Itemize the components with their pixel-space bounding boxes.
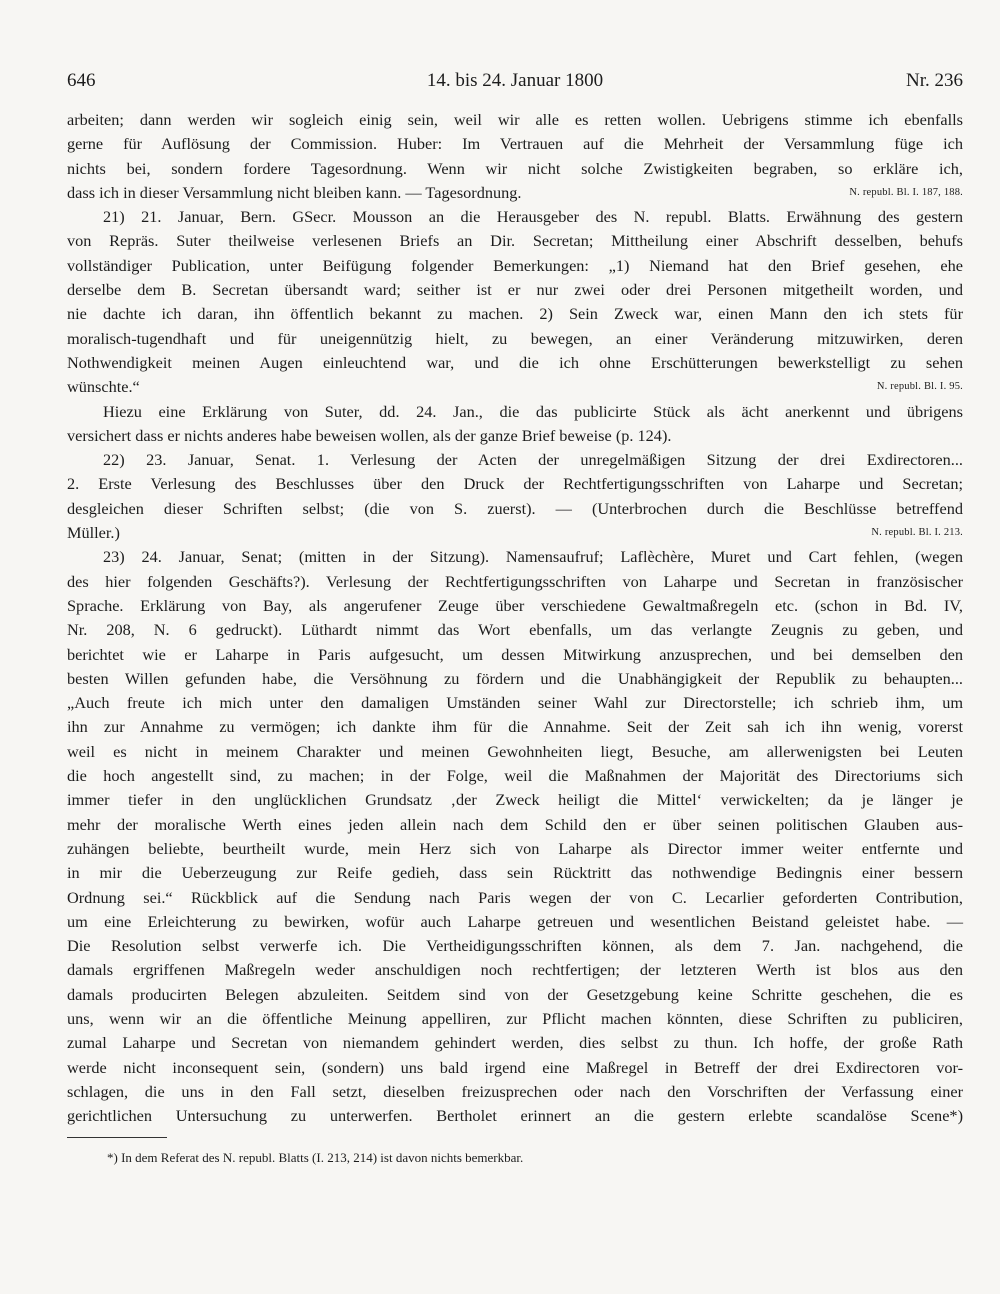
line-text: besten Willen gefunden habe, die Versöhnung zu fördern und die Unabhängigkeit der Republik zu behaupten... <box>67 668 963 688</box>
text-line <box>67 181 963 205</box>
text-line <box>67 618 963 642</box>
line-text: werde nicht inconsequent sein, (sondern) uns bald irgend eine Maßregel in Betreff der drei Exdirectoren vor- <box>67 1057 963 1077</box>
line-text: 23) 24. Januar, Senat; (mitten in der Sitzung). Namensaufruf; Laflèchère, Muret und Cart fehlen, (wegen <box>103 547 963 567</box>
line-text: Müller.) <box>67 523 120 543</box>
line-text: mehr der moralische Werth eines jeden allein nach dem Schild den er über seinen politischen Glauben aus- <box>67 814 963 834</box>
page-number: 646 <box>67 70 96 91</box>
line-text: zumal Laharpe und Secretan von niemandem gehindert werden, dies selbst zu thun. Ich hoffe, der große Rath <box>67 1033 963 1053</box>
text-line <box>67 764 963 788</box>
footnote: *) In dem Referat des N. republ. Blatts (I. 213, 214) ist davon nichts bemerkbar. <box>107 1150 524 1165</box>
text-line <box>67 400 963 424</box>
document-page <box>67 0 963 1294</box>
text-line <box>67 667 963 691</box>
text-line <box>67 788 963 812</box>
text-line <box>67 740 963 764</box>
line-text: uns, wenn wir an die öffentliche Meinung appelliren, zur Pflicht machen könnten, diese Schriften zu publiciren, <box>67 1008 963 1028</box>
text-line <box>67 424 963 448</box>
line-text: derselbe dem B. Secretan übersandt ward; seither ist er nur zwei oder drei Personen mitgetheilt worden, und <box>67 280 963 300</box>
line-text: nichts bei, sondern fordere Tagesordnung. Wenn wir nicht solche Zwistigkeiten begraben, so erkläre ich, <box>67 158 963 178</box>
source-reference: N. republ. Bl. I. 187, 188. <box>849 186 963 198</box>
text-line <box>67 837 963 861</box>
line-text: 22) 23. Januar, Senat. 1. Verlesung der Acten der unregelmäßigen Sitzung der drei Exdirectoren... <box>103 450 963 470</box>
text-line <box>67 521 963 545</box>
line-text: weil es nicht in meinem Charakter und meinen Gewohnheiten liegt, Besuche, am allerwenigsten bei Leuten <box>67 741 963 761</box>
text-line <box>67 375 963 399</box>
line-text: zuhängen beliebte, beurtheilt wurde, mein Herz sich von Laharpe als Director immer weiter entfernte und <box>67 838 963 858</box>
line-text: Hiezu eine Erklärung von Suter, dd. 24. Jan., die das publicirte Stück als ächt anerkennt und übrigens <box>103 401 963 421</box>
line-text: damals producirten Belegen abzuleiten. Seitdem sind von der Gesetzgebung keine Schritte geschehen, die es <box>67 984 963 1004</box>
text-line <box>67 157 963 181</box>
running-title: 14. bis 24. Januar 1800 <box>426 70 604 91</box>
line-text: Sprache. Erklärung von Bay, als angerufener Zeuge über verschiedene Gewaltmaßregeln etc. (schon in Bd. IV, <box>67 595 963 615</box>
line-text: gerne für Auflösung der Commission. Huber: Im Vertrauen auf die Mehrheit der Versammlung füge ich <box>67 134 963 154</box>
text-line <box>67 302 963 326</box>
line-text: Ordnung sei.“ Rückblick auf die Sendung nach Paris wegen der von C. Lecarlier geforderten Contribution, <box>67 887 963 907</box>
line-text: versichert dass er nichts anderes habe beweisen wollen, als der ganze Brief beweise (p. 124). <box>67 425 672 445</box>
text-line <box>67 205 963 229</box>
line-text: in mir die Ueberzeugung zur Reife gedieh, dass sein Rücktritt das nothwendige Bedingnis einer bessern <box>67 863 963 883</box>
text-line <box>67 983 963 1007</box>
text-line <box>67 570 963 594</box>
text-line <box>67 1104 963 1128</box>
text-line <box>67 813 963 837</box>
line-text: 21) 21. Januar, Bern. GSecr. Mousson an die Herausgeber des N. republ. Blatts. Erwähnung des gestern <box>103 207 963 227</box>
line-text: wünschte.“ <box>67 377 140 397</box>
text-line <box>67 472 963 496</box>
text-line <box>67 1031 963 1055</box>
text-line <box>67 861 963 885</box>
text-line <box>67 327 963 351</box>
line-text: des hier folgenden Geschäfts?). Verlesung der Rechtfertigungsschriften von Laharpe und Secretan in französischer <box>67 571 963 591</box>
text-line <box>67 497 963 521</box>
text-line <box>67 1007 963 1031</box>
text-line <box>67 108 963 132</box>
line-text: desgleichen dieser Schriften selbst; (die von S. zuerst). — (Unterbrochen durch die Beschlüsse betreffend <box>67 498 963 518</box>
source-reference: N. republ. Bl. I. 95. <box>876 381 963 393</box>
line-text: arbeiten; dann werden wir sogleich einig sein, weil wir alle es retten wollen. Uebrigens stimme ich ebenfalls <box>67 110 963 129</box>
text-line <box>67 643 963 667</box>
line-text: dass ich in dieser Versammlung nicht bleiben kann. — Tagesordnung. <box>67 182 522 202</box>
line-text: Nothwendigkeit meinen Augen einleuchtend war, und die ich ohne Erschütterungen bewerkstelligt zu sehen <box>67 352 963 372</box>
text-line <box>67 1080 963 1104</box>
line-text: die hoch angestellt sind, zu machen; in der Folge, weil die Maßnahmen der Majorität des Directoriums sich <box>67 766 963 786</box>
page-header <box>67 70 963 98</box>
text-line <box>67 254 963 278</box>
footnote-rule <box>67 1137 167 1138</box>
body-text <box>67 108 963 1128</box>
line-text: damals ergriffenen Maßregeln weder anschuldigen noch rechtfertigen; der letzteren Werth ist blos aus den <box>67 960 963 980</box>
text-line <box>67 886 963 910</box>
text-line <box>67 448 963 472</box>
text-line <box>67 229 963 253</box>
line-text: um eine Erleichterung zu bewirken, wofür auch Laharpe getreuen und wesentlichen Beistand geleistet habe. — <box>67 911 963 931</box>
line-text: ihn zur Annahme zu vermögen; ich dankte ihm für die Annahme. Seit der Zeit sah ich ihn wenig, vorerst <box>67 717 963 737</box>
line-text: nie dachte ich daran, ihn öffentlich bekannt zu machen. 2) Sein Zweck war, einen Mann den ich stets für <box>67 304 963 324</box>
line-text: gerichtlichen Untersuchung zu unterwerfen. Bertholet erinnert an die gestern erlebte scandalöse Scene*) <box>67 1106 963 1126</box>
text-line <box>67 351 963 375</box>
line-text: moralisch-tugendhaft und für uneigennützig hielt, zu bewegen, an einer Veränderung mitzuwirken, deren <box>67 328 963 348</box>
text-line <box>67 910 963 934</box>
line-text: Die Resolution selbst verwerfe ich. Die Vertheidigungsschriften können, als dem 7. Jan. nachgehend, die <box>67 936 963 956</box>
text-line <box>67 132 963 156</box>
source-reference: N. republ. Bl. I. 213. <box>871 527 963 539</box>
line-text: von Repräs. Suter theilweise verlesenen Briefs an Dir. Secretan; Mittheilung einer Abschrift desselben, behufs <box>67 231 963 251</box>
line-text: „Auch freute ich mich unter den damaligen Umständen seiner Wahl zur Directorstelle; ich schrieb ihm, um <box>67 693 963 713</box>
text-line <box>67 1056 963 1080</box>
line-text: 2. Erste Verlesung des Beschlusses über den Druck der Rechtfertigungsschriften von Laharpe und Secretan; <box>67 474 963 494</box>
line-text: vollständiger Publication, unter Beifügung folgender Bemerkungen: „1) Niemand hat den Brief gesehen, ehe <box>67 255 963 275</box>
text-line <box>67 934 963 958</box>
text-line <box>67 958 963 982</box>
line-text: Nr. 208, N. 6 gedruckt). Lüthardt nimmt das Wort ebenfalls, um das verlangte Zeugnis zu geben, und <box>67 620 963 640</box>
issue-number: Nr. 236 <box>906 70 963 91</box>
text-line <box>67 594 963 618</box>
text-line <box>67 715 963 739</box>
line-text: berichtet wie er Laharpe in Paris aufgesucht, um dessen Mitwirkung anzusprechen, und bei demselben den <box>67 644 963 664</box>
line-text: immer tiefer in den unglücklichen Grundsatz ‚der Zweck heiligt die Mittel‘ verwickelten; da je länger je <box>67 790 963 810</box>
text-line <box>67 545 963 569</box>
text-line <box>67 278 963 302</box>
line-text: schlagen, die uns in den Fall setzt, dieselben freizusprechen oder nach den Vorschriften der Verfassung einer <box>67 1081 963 1101</box>
text-line <box>67 691 963 715</box>
